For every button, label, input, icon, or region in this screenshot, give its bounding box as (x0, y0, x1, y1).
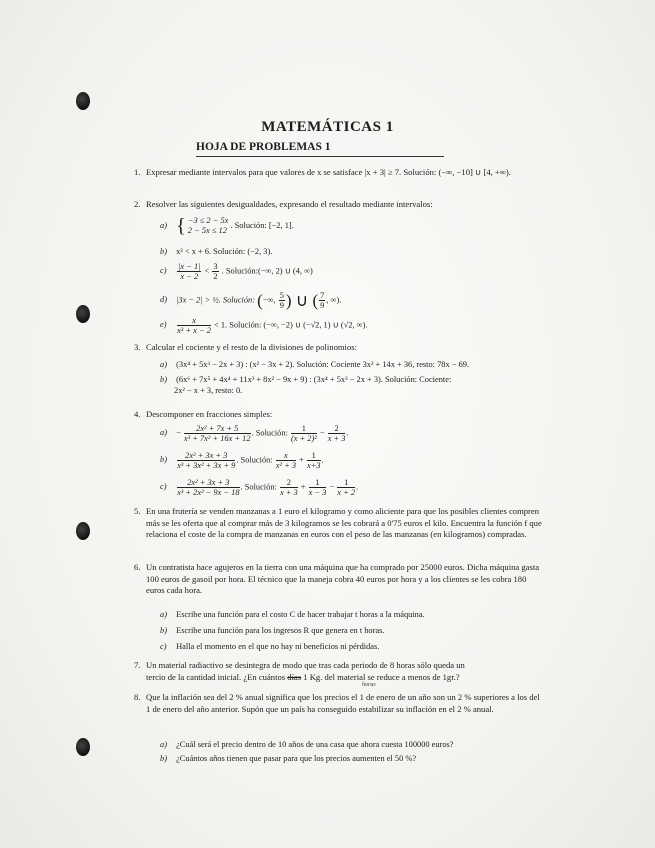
punch-hole-icon (76, 305, 90, 323)
problem-8a (160, 739, 454, 750)
problem-4c (160, 478, 358, 497)
problem-5 (134, 506, 542, 541)
problem-6c (160, 641, 379, 652)
problem-text: Expresar mediante intervalos para que valores de x se satisface |x + 3| ≥ 7. Solución: (−∞, −10] ∪ [4, +∞). (146, 167, 511, 177)
item-text: 2x² − x + 3, resto: 0. (174, 386, 243, 395)
problem-4 (134, 409, 542, 421)
paren: ( (257, 291, 263, 310)
item-label: a) (160, 740, 167, 749)
operator: + (300, 482, 306, 492)
operator: < (204, 266, 210, 276)
brace-icon: { (176, 215, 186, 237)
item-text: x² < x + 6. Solución: (−2, 3). (176, 247, 273, 256)
punch-hole-icon (76, 92, 90, 110)
item-label: b) (160, 247, 167, 256)
solution-text: . Solución: [−2, 1]. (230, 220, 294, 230)
fraction: $\frac{\text{2x² + 3x + 3}}{\text{x³ + 2x² − 9x − 18}}$ (177, 478, 240, 497)
problem-6a (160, 609, 425, 620)
punct: . (321, 455, 324, 465)
system-eq: −3 ≤ 2 − 5x (187, 216, 229, 225)
problem-number: 5. (134, 506, 141, 516)
problem-4b (160, 451, 324, 470)
problem-1 (134, 167, 542, 179)
problem-7 (134, 660, 542, 683)
operator: − (319, 428, 325, 438)
solution-text: . Solución: (240, 482, 277, 492)
solution-text: . Solución: (236, 455, 273, 465)
item-label: b) (160, 754, 167, 763)
interval-part: −∞, (262, 295, 276, 305)
problem-2b (160, 246, 272, 257)
problem-8b (160, 753, 416, 764)
struck-word: días (287, 671, 302, 682)
item-text: (3x⁴ + 5x³ − 2x + 3) : (x² − 3x + 2). Solución: Cociente 3x² + 14x + 36, resto: 78x − 69. (176, 360, 470, 369)
problem-number: 3. (134, 342, 141, 352)
item-text: |3x − 2| > ½. Solución: (176, 295, 256, 305)
problem-text: Un contratista hace agujeros en la tierra con una máquina que ha comprado por 25000 euros. Dicha máquina gasta 100 euros de gasoil por hora. El técnico que la maneja cobra 40 euros por hora y a los clientes se les cobra 180 euros cada hora. (146, 562, 540, 596)
item-label: a) (160, 610, 167, 619)
problem-text: Un material radiactivo se desintegra de modo que tras cada periodo de 8 horas sólo queda un (146, 660, 465, 670)
item-text: Halla el momento en el que no hay ni beneficios ni pérdidas. (176, 642, 380, 651)
problem-6b (160, 625, 384, 636)
union: ) ∪ ( (285, 291, 319, 310)
punch-hole-icon (76, 738, 90, 756)
punch-hole-icon (76, 522, 90, 540)
problem-2a (160, 216, 294, 236)
item-label: b) (160, 375, 167, 384)
problem-number: 6. (134, 562, 141, 572)
item-label: b) (160, 626, 167, 635)
system-eq: 2 − 5x ≤ 12 (187, 226, 227, 235)
fraction: $\frac{1}{x - 3}$ (308, 478, 327, 497)
item-label: c) (160, 266, 167, 276)
item-text: (6x⁶ + 7x⁵ + 4x⁴ + 11x³ + 8x² − 9x + 9) : (3x⁴ + 5x³ − 2x + 3). Solución: Cociente: (176, 375, 452, 384)
operator: + (299, 455, 304, 465)
fraction: $\frac{2}{x + 3}$ (327, 424, 346, 443)
problem-3 (134, 342, 542, 354)
problem-6 (134, 562, 542, 597)
punct: . (356, 482, 359, 492)
item-text: ¿Cuántos años tienen que pasar para que los precios aumenten el 50 %? (176, 754, 417, 763)
problem-2e (160, 316, 367, 335)
problem-number: 1. (134, 167, 141, 177)
fraction: $\frac{5}{9}$ (279, 291, 284, 310)
fraction: $\frac{7}{9}$ (320, 291, 325, 310)
fraction: $\frac{\text{2x² + 3x + 3}}{\text{x³ + 3x² + 3x + 9}}$ (177, 451, 236, 470)
handwritten-note: horas (362, 682, 376, 688)
item-label: a) (160, 220, 167, 230)
problem-2c (160, 262, 313, 281)
item-text: ¿Cuál será el precio dentro de 10 años de una casa que ahora cuesta 100000 euros? (176, 740, 454, 749)
item-label: c) (160, 642, 167, 651)
fraction: $\frac{|x - 1|}{x - 2}$ (178, 262, 201, 281)
item-text: Escribe una función para los ingresos R que genera en t horas. (176, 626, 385, 635)
page-title: MATEMÁTICAS 1 (261, 119, 394, 135)
item-label: c) (160, 482, 167, 492)
operator: − (176, 428, 181, 438)
interval-part: , ∞). (326, 295, 342, 305)
problem-text: Resolver las siguientes desigualdades, expresando el resultado mediante intervalos: (146, 199, 433, 209)
problem-text: En una frutería se venden manzanas a 1 euro el kilogramo y como aliciente para que los posibles clientes compren más se les oferta que al comprar más de 3 kilogramos se les cobrará a 0'75 euros el kilo. Encuentra la función f que relaciona el coste de la compra de manzanas en euros con el peso de las manzanas (en kilogramos) compradas. (146, 506, 542, 540)
solution-text: . Solución: (251, 428, 288, 438)
fraction: $\frac{\text{2x² + 7x + 5}}{\text{x³ + 7x² + 16x + 12}}$ (183, 424, 251, 443)
fraction: $\frac{3}{2}$ (213, 262, 218, 281)
fraction: $\frac{1}{x+3}$ (306, 451, 321, 470)
problem-text: Calcular el cociente y el resto de la divisiones de polinomios: (146, 342, 357, 352)
problem-3a (160, 359, 546, 370)
sheet-subtitle: HOJA DE PROBLEMAS 1 (196, 141, 331, 153)
punct: . (346, 428, 349, 438)
operator: − (329, 482, 335, 492)
problem-text: Descomponer en fracciones simples: (146, 409, 273, 419)
problem-number: 7. (134, 660, 141, 670)
solution-text: < 1. Solución: (−∞, −2) ∪ (−√2, 1) ∪ (√2, ∞). (214, 320, 368, 330)
item-label: d) (160, 295, 167, 305)
fraction: $\frac{2}{x + 3}$ (279, 478, 298, 497)
item-label: e) (160, 320, 167, 330)
solution-text: . Solución:(−∞, 2) ∪ (4, ∞) (221, 266, 313, 276)
inequality-system (188, 216, 229, 236)
problem-number: 2. (134, 199, 141, 209)
item-label: a) (160, 428, 167, 438)
problem-text: Que la inflación sea del 2 % anual significa que los precios el 1 de enero de un año son un 2 % superiores a los del 1 de enero del año anterior. Supón que un país ha conseguido estabilizar su inflación en el 2 % anual. (146, 692, 540, 714)
problem-text: tercio de la cantidad inicial. ¿En cuántos (146, 671, 286, 682)
problem-number: 4. (134, 409, 141, 419)
problem-4a (160, 424, 349, 443)
fraction: $\frac{1}{x + 2}$ (337, 478, 356, 497)
problem-8 (134, 692, 542, 715)
problem-text: 1 Kg. del material se reduce a menos de 1gr.? (303, 671, 460, 682)
fraction: $\frac{1}{\text{(x + 2)²}}$ (290, 424, 317, 443)
problem-2d (160, 291, 341, 310)
problem-3b (160, 374, 546, 396)
fraction: $\frac{x}{\text{x² + 3}}$ (275, 451, 297, 470)
problem-number: 8. (134, 692, 141, 702)
problem-2 (134, 199, 542, 211)
item-label: a) (160, 360, 167, 369)
item-text: Escribe una función para el costo C de hacer trabajar t horas a la máquina. (176, 610, 425, 619)
fraction: $\frac{x}{\text{x³ + x − 2}}$ (177, 316, 211, 335)
item-label: b) (160, 455, 167, 465)
subtitle-underline (196, 156, 444, 157)
